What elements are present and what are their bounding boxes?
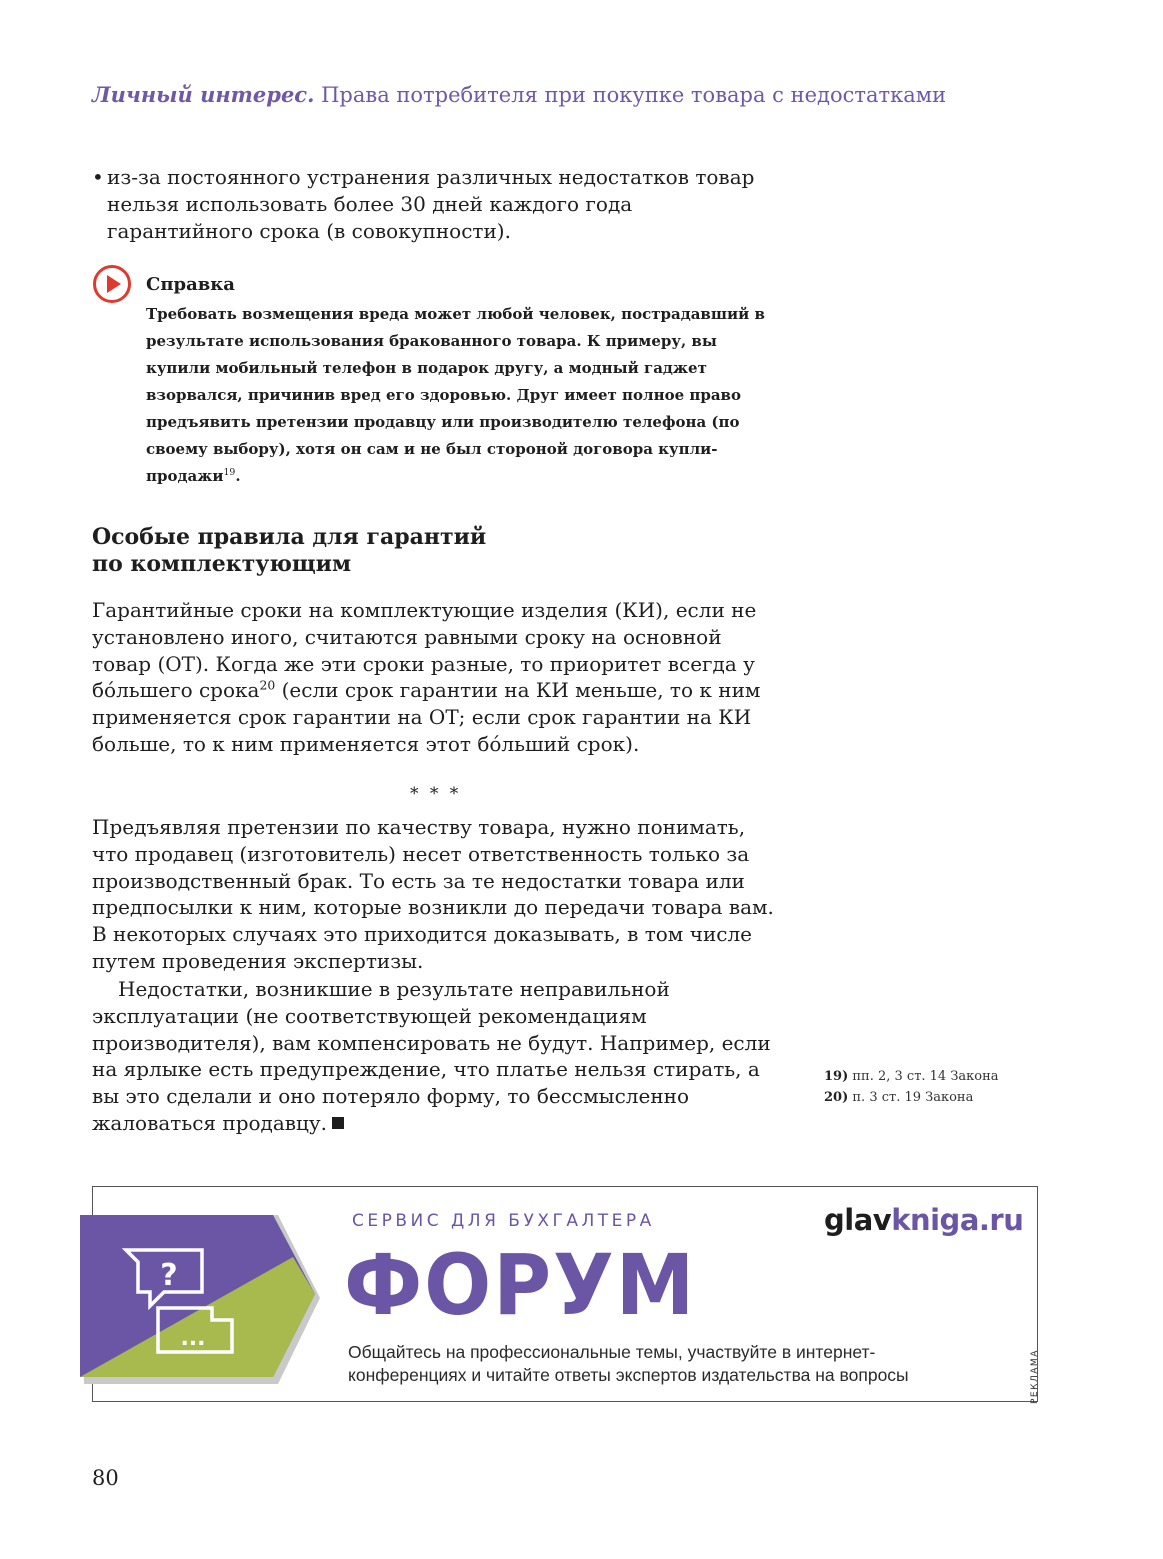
footnote-19: 19) пп. 2, 3 ст. 14 Закона: [824, 1069, 999, 1084]
reference-title: Справка: [146, 274, 235, 295]
page-number: 80: [92, 1466, 119, 1490]
bullet-symbol: •: [92, 165, 104, 189]
ad-title: ФОРУМ: [344, 1236, 697, 1334]
footnote-mark-20[interactable]: 20: [259, 677, 276, 693]
bullet-item: [92, 164, 782, 244]
paragraph-1: Гарантийные сроки на комплектующие изделия (КИ), если не установлено иного, считаются равными сроку на основной товар (ОТ). Когда же эти сроки разные, то приоритет всегда у бóльшего срока$^{20}$ (если срок гарантии на КИ меньше, то к ним применяется срок гарантии на ОТ; если срок гарантии на КИ больше, то к ним применяется этот бóльший срок).: [92, 598, 761, 756]
ad-tag: РЕКЛАМА: [1030, 1349, 1040, 1404]
ad-service-label: СЕРВИС ДЛЯ БУХГАЛТЕРА: [352, 1211, 655, 1231]
ad-logo[interactable]: glavkniga.ru: [824, 1203, 1024, 1237]
footnote-20: 20) п. 3 ст. 19 Закона: [824, 1090, 974, 1105]
paragraph-3: Недостатки, возникшие в результате неправильной эксплуатации (не соответствующей рекомендациям производителя), вам компенсировать не будут. Например, если на ярлыке есть предупреждение, что платье нельзя стирать, а вы это сделали и оно потеряло форму, то бессмысленно жаловаться продавцу.: [92, 977, 771, 1135]
bubble-dots: ...: [180, 1326, 206, 1351]
end-square-icon: [332, 1117, 344, 1129]
bullet-text: из-за постоянного устранения различных недостатков товар нельзя использовать более 30 дней каждого года гарантийного срока (в совокупности).: [107, 165, 755, 243]
paragraph-2: Предъявляя претензии по качеству товара, нужно понимать, что продавец (изготовитель) несет ответственность только за производственный брак. То есть за те недостатки товара или предпосылки к ним, которые возникли до передачи товара вам. В некоторых случаях это приходится доказывать, в том числе путем проведения экспертизы.: [92, 815, 774, 973]
ad-description: Общайтесь на профессиональные темы, участвуйте в интернет-конференциях и читайте ответы экспертов издательства на вопросы: [348, 1342, 909, 1385]
footnote-mark-19[interactable]: 19: [223, 467, 236, 478]
running-header: [92, 82, 946, 107]
header-section: Личный интерес.: [92, 82, 315, 107]
section-separator: * * *: [410, 784, 462, 804]
header-title: Права потребителя при покупке товара с недостатками: [321, 83, 947, 107]
play-circle-icon: [92, 264, 132, 304]
section-heading: Особые правила для гарантий по комплектующим: [92, 524, 487, 577]
reference-text: Требовать возмещения вреда может любой человек, пострадавший в результате использования бракованного товара. К примеру, вы купили мобильный телефон в подарок другу, а модный гаджет взорвался, причинив вред его здоровью. Друг имеет полное право предъявить претензии продавцу или производителю телефона (по своему выбору), хотя он сам и не был стороной договора купли-продажи$^{19}$.: [146, 305, 765, 485]
bubble-question: ?: [160, 1258, 178, 1293]
chat-bubbles-icon: [78, 1212, 320, 1388]
